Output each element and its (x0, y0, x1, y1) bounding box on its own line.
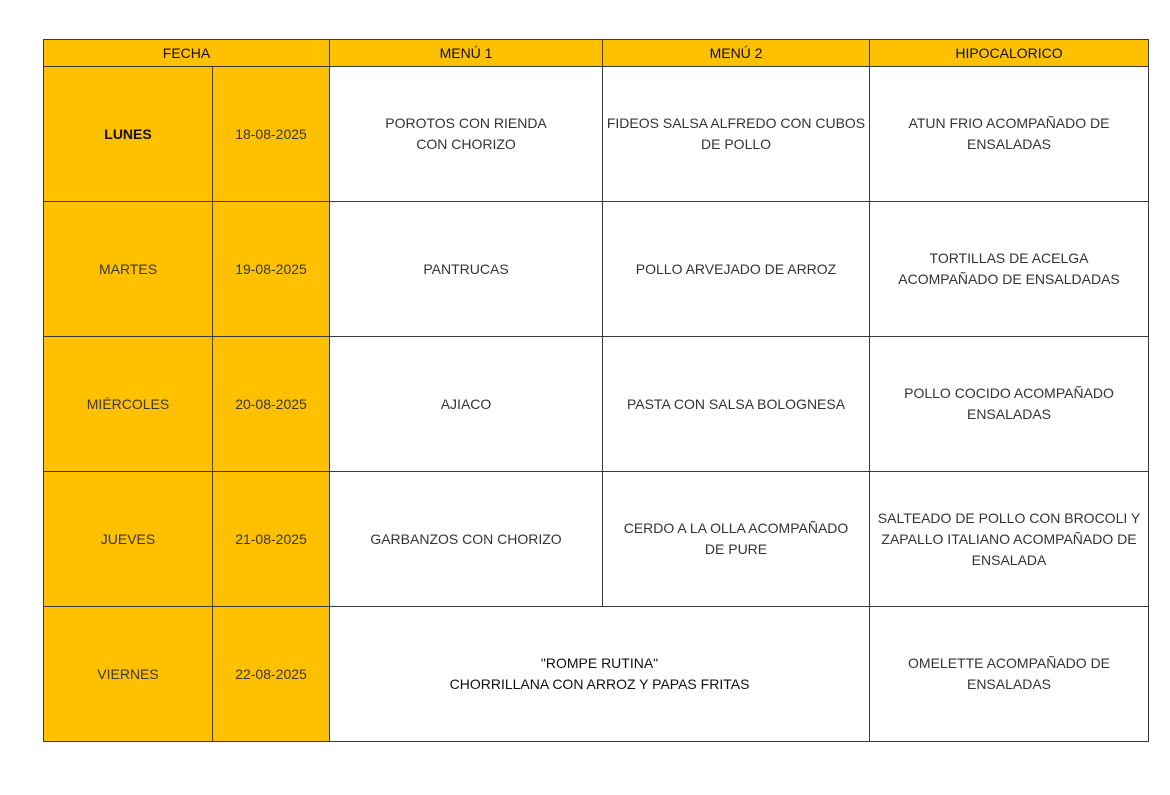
table-row-martes (44, 202, 1149, 337)
date-cell: 20-08-2025 (213, 337, 330, 472)
header-menu-2: MENÚ 2 (603, 40, 870, 67)
hipocalorico-cell: OMELETTE ACOMPAÑADO DE ENSALADAS (870, 607, 1149, 742)
day-cell: LUNES (44, 67, 213, 202)
menu-1-cell: AJIACO (330, 337, 603, 472)
menu-2-cell: PASTA CON SALSA BOLOGNESA (603, 337, 870, 472)
weekly-menu-table (43, 39, 1149, 742)
hipocalorico-cell: ATUN FRIO ACOMPAÑADO DE ENSALADAS (870, 67, 1149, 202)
special-menu-dish: CHORRILLANA CON ARROZ Y PAPAS FRITAS (449, 676, 750, 692)
day-cell: JUEVES (44, 472, 213, 607)
day-cell: MARTES (44, 202, 213, 337)
menu-1-cell: PANTRUCAS (330, 202, 603, 337)
date-cell: 21-08-2025 (213, 472, 330, 607)
menu-1-cell: GARBANZOS CON CHORIZO (330, 472, 603, 607)
table-row-jueves (44, 472, 1149, 607)
menu-1-cell: POROTOS CON RIENDA CON CHORIZO (330, 67, 603, 202)
menu-2-cell: POLLO ARVEJADO DE ARROZ (603, 202, 870, 337)
hipocalorico-cell: SALTEADO DE POLLO CON BROCOLI Y ZAPALLO ITALIANO ACOMPAÑADO DE ENSALADA (870, 472, 1149, 607)
hipocalorico-cell: TORTILLAS DE ACELGA ACOMPAÑADO DE ENSALDADAS (870, 202, 1149, 337)
special-menu-cell (330, 607, 870, 742)
menu-2-cell: FIDEOS SALSA ALFREDO CON CUBOS DE POLLO (603, 67, 870, 202)
day-cell: VIERNES (44, 607, 213, 742)
date-cell: 19-08-2025 (213, 202, 330, 337)
header-menu-1: MENÚ 1 (330, 40, 603, 67)
table-row-lunes (44, 67, 1149, 202)
date-cell: 22-08-2025 (213, 607, 330, 742)
date-cell: 18-08-2025 (213, 67, 330, 202)
header-hipocalorico: HIPOCALORICO (870, 40, 1149, 67)
day-cell: MIÉRCOLES (44, 337, 213, 472)
special-menu-title: "ROMPE RUTINA" (540, 655, 659, 671)
hipocalorico-cell: POLLO COCIDO ACOMPAÑADO ENSALADAS (870, 337, 1149, 472)
table-row-miercoles (44, 337, 1149, 472)
table-row-viernes (44, 607, 1149, 742)
menu-2-cell: CERDO A LA OLLA ACOMPAÑADO DE PURE (603, 472, 870, 607)
header-row (44, 40, 1149, 67)
header-fecha: FECHA (44, 40, 330, 67)
